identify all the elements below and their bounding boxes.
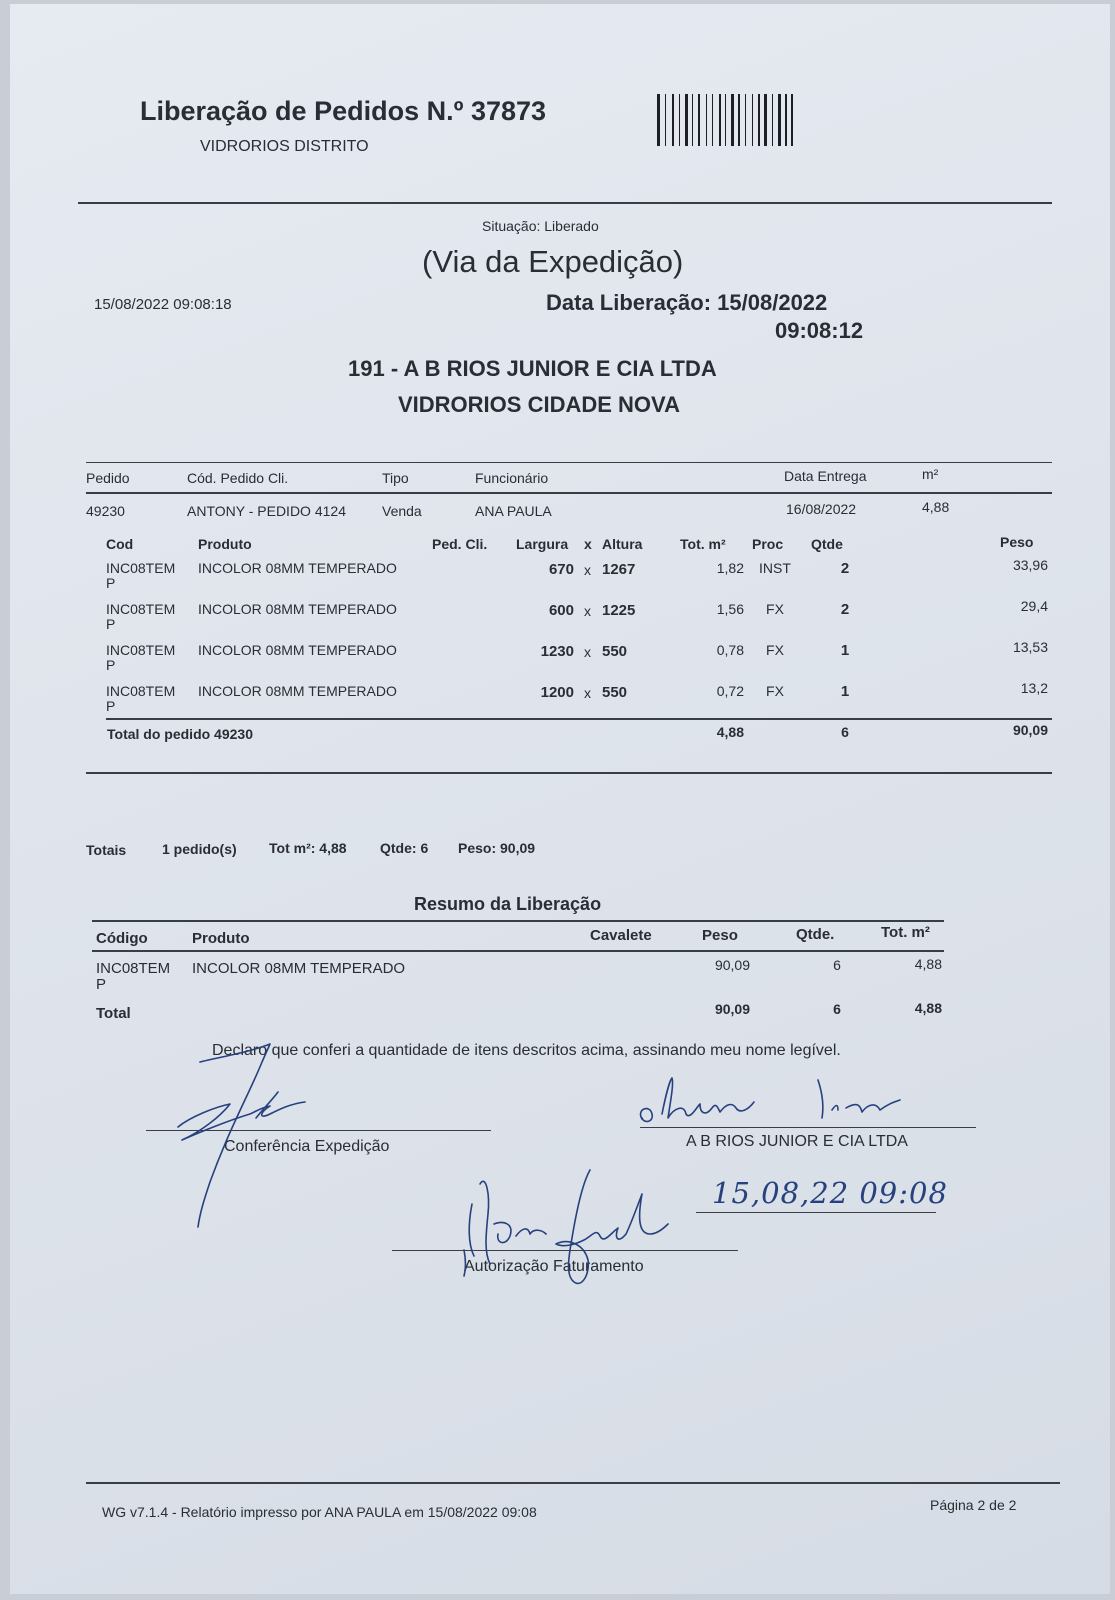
- items-col-largura: Largura: [516, 536, 569, 552]
- barcode-bar: [657, 94, 660, 146]
- company-name: VIDRORIOS DISTRITO: [200, 138, 369, 155]
- item-x: x: [584, 603, 591, 619]
- summary-col-tot-m2: Tot. m²: [881, 924, 930, 941]
- order-tipo: Venda: [382, 503, 422, 519]
- footer-line: [86, 1482, 1060, 1484]
- summary-total-tot-m2: 4,88: [914, 1000, 942, 1016]
- summary-row-tot-m2: 4,88: [914, 956, 942, 972]
- item-cod-cont: P: [106, 575, 116, 591]
- col-funcionario: Funcionário: [475, 470, 549, 486]
- items-col-ped-cli: Ped. Cli.: [432, 536, 488, 552]
- summary-row-produto: INCOLOR 08MM TEMPERADO: [192, 960, 406, 977]
- items-col-proc: Proc: [752, 536, 784, 552]
- signature-cliente-handwriting: [632, 1074, 962, 1134]
- order-total-peso: 90,09: [1012, 722, 1048, 738]
- item-qtde: 1: [840, 683, 850, 700]
- item-x: x: [584, 562, 591, 578]
- totals-m2: Tot m²: 4,88: [269, 840, 347, 856]
- items-total-line: [106, 718, 1052, 720]
- order-m2: 4,88: [922, 499, 950, 515]
- item-tot-m2: 1,82: [716, 560, 744, 576]
- barcode-bar: [706, 94, 707, 146]
- item-largura: 1200: [540, 684, 574, 701]
- item-tot-m2: 0,72: [716, 683, 744, 699]
- client-name: 191 - A B RIOS JUNIOR E CIA LTDA: [348, 356, 717, 381]
- signature-label-cliente: A B RIOS JUNIOR E CIA LTDA: [686, 1133, 908, 1150]
- order-top-line: [86, 462, 1052, 463]
- summary-col-qtde: Qtde.: [796, 926, 835, 943]
- item-qtde: 2: [840, 560, 850, 577]
- item-qtde: 2: [840, 601, 850, 618]
- barcode-bar: [752, 94, 753, 146]
- item-peso: 13,53: [1012, 639, 1048, 655]
- items-col-produto: Produto: [198, 536, 252, 552]
- col-cod-cli: Cód. Pedido Cli.: [187, 470, 289, 486]
- item-altura: 550: [602, 643, 628, 660]
- item-largura: 670: [548, 561, 574, 578]
- summary-total-peso: 90,09: [714, 1001, 750, 1017]
- via-title: (Via da Expedição): [422, 244, 684, 279]
- item-tot-m2: 0,78: [716, 642, 744, 658]
- header-divider: [78, 202, 1052, 204]
- item-cod: INC08TEM: [106, 683, 176, 699]
- barcode-bar: [692, 94, 693, 146]
- item-largura: 600: [548, 602, 574, 619]
- barcode-bar: [772, 94, 773, 146]
- col-tipo: Tipo: [382, 470, 409, 486]
- summary-row-cod-cont: P: [96, 976, 107, 993]
- item-peso: 29,4: [1020, 598, 1048, 614]
- summary-col-cavalete: Cavalete: [590, 927, 652, 944]
- barcode-bar: [791, 94, 793, 146]
- item-cod-cont: P: [106, 698, 116, 714]
- summary-row-cod: INC08TEM: [96, 960, 171, 977]
- col-data-entrega: Data Entrega: [784, 468, 867, 484]
- item-cod: INC08TEM: [106, 560, 176, 576]
- items-col-altura: Altura: [602, 536, 643, 552]
- item-proc: FX: [766, 601, 784, 617]
- barcode-bar: [685, 94, 688, 146]
- order-data-entrega: 16/08/2022: [786, 501, 857, 517]
- summary-col-peso: Peso: [702, 927, 738, 944]
- col-pedido: Pedido: [86, 470, 130, 486]
- item-cod-cont: P: [106, 616, 116, 632]
- barcode-bar: [672, 94, 674, 146]
- item-peso: 33,96: [1012, 557, 1048, 573]
- items-col-peso: Peso: [1000, 534, 1034, 550]
- barcode-bar: [738, 94, 740, 146]
- order-bottom-line: [86, 772, 1052, 774]
- item-produto: INCOLOR 08MM TEMPERADO: [198, 601, 397, 617]
- status-text: Situação: Liberado: [482, 218, 599, 234]
- totals-label: Totais: [86, 842, 127, 858]
- handwritten-date: 15,08,22 09:08: [712, 1176, 948, 1210]
- barcode-bar: [758, 94, 760, 146]
- item-altura: 1267: [602, 561, 636, 578]
- barcode-bar: [778, 94, 781, 146]
- summary-row-peso: 90,09: [714, 957, 750, 973]
- barcode-bar: [665, 94, 666, 146]
- footer-printed-by: WG v7.1.4 - Relatório impresso por ANA PAULA em 15/08/2022 09:08: [102, 1504, 537, 1520]
- page-number: Página 2 de 2: [930, 1497, 1017, 1513]
- item-altura: 550: [602, 684, 628, 701]
- document-page: [10, 4, 1110, 1594]
- signature-label-conferencia: Conferência Expedição: [224, 1138, 390, 1155]
- order-pedido: 49230: [86, 503, 125, 519]
- order-header-line: [86, 492, 1052, 494]
- item-produto: INCOLOR 08MM TEMPERADO: [198, 683, 397, 699]
- item-proc: INST: [759, 560, 791, 576]
- barcode-bar: [679, 94, 680, 146]
- item-cod: INC08TEM: [106, 601, 176, 617]
- item-largura: 1230: [540, 643, 574, 660]
- summary-row-qtde: 6: [833, 957, 841, 973]
- print-timestamp: 15/08/2022 09:08:18: [94, 296, 232, 313]
- items-col-x: x: [584, 536, 592, 552]
- report-title: Liberação de Pedidos N.º 37873: [140, 96, 547, 126]
- barcode-bar: [698, 94, 700, 146]
- totals-peso: Peso: 90,09: [458, 840, 536, 856]
- item-qtde: 1: [840, 642, 850, 659]
- signature-label-autorizacao: Autorização Faturamento: [464, 1258, 644, 1275]
- order-total-m2: 4,88: [716, 724, 744, 740]
- col-m2: m²: [922, 466, 939, 482]
- barcode-bar: [719, 94, 721, 146]
- order-total-qtde: 6: [841, 724, 849, 740]
- summary-top-line: [92, 920, 944, 922]
- barcode-bar: [764, 94, 767, 146]
- totals-pedidos: 1 pedido(s): [162, 841, 237, 857]
- item-produto: INCOLOR 08MM TEMPERADO: [198, 642, 397, 658]
- barcode-bar: [731, 94, 734, 146]
- release-time: 09:08:12: [775, 318, 864, 343]
- item-cod: INC08TEM: [106, 642, 176, 658]
- totals-qtde: Qtde: 6: [380, 840, 429, 856]
- barcode-bar: [785, 94, 787, 146]
- date-line: [696, 1212, 936, 1213]
- signature-conferencia-handwriting: [160, 1032, 320, 1232]
- signature-autorizacao-handwriting: [450, 1164, 670, 1294]
- item-peso: 13,2: [1020, 680, 1048, 696]
- summary-total-label: Total: [96, 1005, 131, 1022]
- summary-total-qtde: 6: [833, 1001, 841, 1017]
- order-total-label: Total do pedido 49230: [107, 726, 253, 742]
- item-produto: INCOLOR 08MM TEMPERADO: [198, 560, 397, 576]
- item-x: x: [584, 685, 591, 701]
- barcode-bar: [712, 94, 713, 146]
- item-proc: FX: [766, 642, 784, 658]
- summary-col-codigo: Código: [96, 930, 148, 947]
- item-x: x: [584, 644, 591, 660]
- declaration-text: Declaro que conferi a quantidade de itens descritos acima, assinando meu nome legível.: [212, 1042, 841, 1059]
- items-col-qtde: Qtde: [811, 536, 843, 552]
- barcode-bar: [725, 94, 726, 146]
- order-cod-cli: ANTONY - PEDIDO 4124: [187, 503, 346, 519]
- item-proc: FX: [766, 683, 784, 699]
- order-funcionario: ANA PAULA: [475, 503, 552, 519]
- release-date: Data Liberação: 15/08/2022: [546, 290, 828, 315]
- summary-title: Resumo da Liberação: [414, 894, 602, 914]
- items-col-cod: Cod: [106, 536, 134, 552]
- barcode: [657, 94, 825, 146]
- summary-header-line: [92, 950, 944, 952]
- item-altura: 1225: [602, 602, 636, 619]
- item-cod-cont: P: [106, 657, 116, 673]
- items-col-tot-m2: Tot. m²: [680, 536, 726, 552]
- item-tot-m2: 1,56: [716, 601, 744, 617]
- client-store: VIDRORIOS CIDADE NOVA: [398, 392, 680, 417]
- summary-col-produto: Produto: [192, 930, 250, 947]
- barcode-bar: [745, 94, 746, 146]
